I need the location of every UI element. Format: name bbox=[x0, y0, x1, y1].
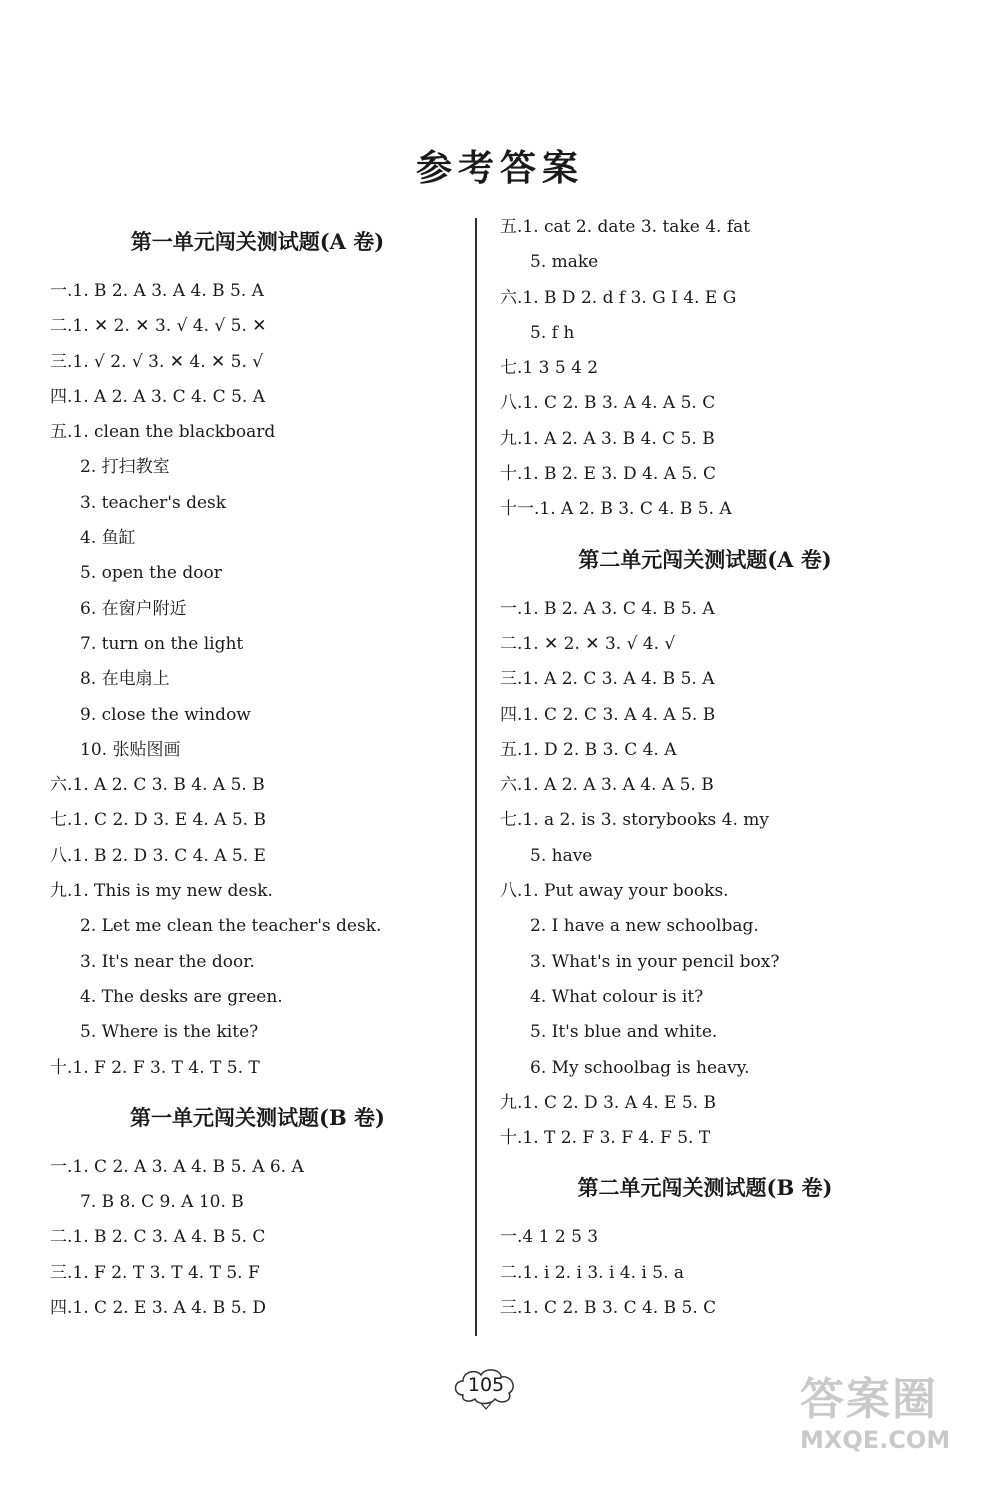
answer-line: 四.1. C 2. C 3. A 4. A 5. B bbox=[500, 704, 716, 725]
answer-line: 一.1. B 2. A 3. C 4. B 5. A bbox=[500, 598, 715, 619]
watermark bbox=[800, 1375, 990, 1475]
answer-line: 2. 打扫教室 bbox=[80, 457, 170, 478]
right-column bbox=[500, 210, 910, 1326]
answer-line: 4. What colour is it? bbox=[530, 986, 704, 1007]
answer-line: 3. teacher's desk bbox=[80, 492, 227, 513]
answer-line: 8. 在电扇上 bbox=[80, 669, 170, 690]
answer-line: 四.1. C 2. E 3. A 4. B 5. D bbox=[50, 1298, 266, 1319]
answer-line: 5. open the door bbox=[80, 563, 222, 584]
section-heading: 第一单元闯关测试题(B 卷) bbox=[130, 1104, 385, 1130]
left-column bbox=[50, 210, 465, 1326]
page-number: 105 bbox=[467, 1374, 505, 1396]
page-number-badge bbox=[451, 1365, 521, 1407]
answer-line: 一.1. C 2. A 3. A 4. B 5. A 6. A bbox=[50, 1156, 304, 1177]
answer-line: 4. The desks are green. bbox=[80, 986, 283, 1007]
answer-line: 六.1. B D 2. d f 3. G I 4. E G bbox=[500, 287, 737, 308]
answer-line: 十.1. B 2. E 3. D 4. A 5. C bbox=[500, 464, 716, 485]
answer-line: 五.1. D 2. B 3. C 4. A bbox=[500, 739, 677, 760]
answer-line: 二.1. ✕ 2. ✕ 3. √ 4. √ 5. ✕ bbox=[50, 316, 267, 337]
section-heading: 第一单元闯关测试题(A 卷) bbox=[130, 229, 385, 254]
answer-line: 5. It's blue and white. bbox=[530, 1022, 718, 1043]
column-divider bbox=[475, 218, 477, 1336]
answer-line: 五.1. cat 2. date 3. take 4. fat bbox=[500, 217, 751, 237]
answer-line: 4. 鱼缸 bbox=[80, 528, 136, 549]
answer-line: 十.1. F 2. F 3. T 4. T 5. T bbox=[50, 1057, 260, 1078]
answer-line: 二.1. i 2. i 3. i 4. i 5. a bbox=[500, 1262, 685, 1283]
answer-line: 七.1 3 5 4 2 bbox=[500, 358, 599, 379]
answer-line: 七.1. C 2. D 3. E 4. A 5. B bbox=[50, 810, 266, 831]
answer-line: 2. Let me clean the teacher's desk. bbox=[80, 916, 382, 937]
answer-line: 九.1. C 2. D 3. A 4. E 5. B bbox=[500, 1092, 716, 1113]
answer-line: 3. It's near the door. bbox=[80, 951, 255, 972]
answer-line: 二.1. ✕ 2. ✕ 3. √ 4. √ bbox=[500, 633, 676, 654]
answer-line: 5. have bbox=[530, 845, 593, 866]
watermark-logo: 答案圈 bbox=[800, 1374, 938, 1425]
answer-line: 三.1. A 2. C 3. A 4. B 5. A bbox=[500, 669, 715, 690]
answer-line: 三.1. F 2. T 3. T 4. T 5. F bbox=[50, 1262, 260, 1283]
answer-line: 三.1. √ 2. √ 3. ✕ 4. ✕ 5. √ bbox=[50, 351, 264, 372]
answer-line: 五.1. clean the blackboard bbox=[50, 422, 276, 443]
answer-line: 10. 张贴图画 bbox=[80, 739, 181, 760]
section-heading: 第二单元闯关测试题(B 卷) bbox=[577, 1175, 833, 1201]
answer-line: 3. What's in your pencil box? bbox=[530, 951, 780, 972]
answer-line: 十.1. T 2. F 3. F 4. F 5. T bbox=[500, 1128, 711, 1149]
answer-line: 六.1. A 2. A 3. A 4. A 5. B bbox=[500, 775, 714, 796]
answer-line: 5. Where is the kite? bbox=[80, 1022, 259, 1043]
answer-line: 2. I have a new schoolbag. bbox=[530, 916, 759, 937]
answer-line: 一.4 1 2 5 3 bbox=[500, 1227, 599, 1248]
answer-line: 6. 在窗户附近 bbox=[80, 598, 187, 619]
answer-line: 6. My schoolbag is heavy. bbox=[530, 1057, 750, 1078]
answer-line: 四.1. A 2. A 3. C 4. C 5. A bbox=[50, 386, 265, 407]
answer-line: 二.1. B 2. C 3. A 4. B 5. C bbox=[50, 1227, 266, 1248]
answer-line: 7. turn on the light bbox=[80, 633, 244, 654]
answer-line: 十一.1. A 2. B 3. C 4. B 5. A bbox=[500, 499, 732, 520]
answer-line: 三.1. C 2. B 3. C 4. B 5. C bbox=[500, 1298, 717, 1319]
answer-line: 七.1. a 2. is 3. storybooks 4. my bbox=[500, 810, 770, 831]
answer-line: 一.1. B 2. A 3. A 4. B 5. A bbox=[50, 281, 264, 301]
answer-line: 7. B 8. C 9. A 10. B bbox=[80, 1192, 244, 1213]
answer-line: 九.1. A 2. A 3. B 4. C 5. B bbox=[500, 428, 715, 449]
answer-line: 八.1. B 2. D 3. C 4. A 5. E bbox=[50, 845, 266, 866]
answer-line: 九.1. This is my new desk. bbox=[50, 881, 273, 902]
section-heading: 第二单元闯关测试题(A 卷) bbox=[578, 546, 832, 572]
answer-line: 5. f h bbox=[530, 322, 575, 343]
answer-line: 八.1. Put away your books. bbox=[500, 881, 729, 902]
answer-line: 5. make bbox=[530, 252, 599, 273]
page-title: 参考答案 bbox=[415, 148, 584, 189]
answer-line: 八.1. C 2. B 3. A 4. A 5. C bbox=[500, 393, 716, 414]
answer-line: 六.1. A 2. C 3. B 4. A 5. B bbox=[50, 775, 265, 796]
watermark-url: MXQE.COM bbox=[800, 1426, 951, 1454]
answer-line: 9. close the window bbox=[80, 704, 251, 725]
